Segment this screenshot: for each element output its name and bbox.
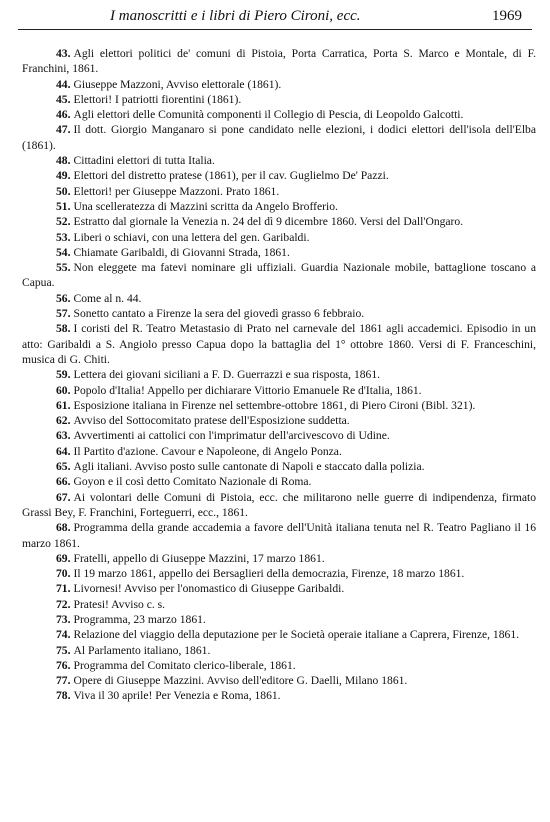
list-item bbox=[22, 566, 536, 581]
list-item bbox=[22, 643, 536, 658]
entry-text: Il 19 marzo 1861, appello dei Bersaglieri della democrazia, Firenze, 18 marzo 1861. bbox=[73, 567, 465, 581]
list-item bbox=[22, 428, 536, 443]
entry-text: Come al n. 44. bbox=[73, 291, 142, 305]
entry-number: 43. bbox=[56, 47, 71, 60]
list-item bbox=[22, 490, 536, 521]
list-item bbox=[22, 214, 536, 229]
entry-text: Agli italiani. Avviso posto sulle cantonate di Napoli e staccato dalla polizia. bbox=[73, 460, 425, 474]
entry-number: 73. bbox=[56, 612, 71, 626]
entry-number: 74. bbox=[56, 628, 71, 642]
entry-number: 55. bbox=[56, 261, 71, 275]
list-item bbox=[22, 184, 536, 199]
entry-number: 47. bbox=[56, 123, 71, 137]
list-item bbox=[22, 627, 536, 642]
entry-text: Chiamate Garibaldi, di Giovanni Strada, 1861. bbox=[73, 245, 290, 259]
entry-text: Goyon e il così detto Comitato Nazionale di Roma. bbox=[73, 475, 312, 489]
entry-number: 77. bbox=[56, 674, 71, 688]
entry-number: 48. bbox=[56, 154, 71, 168]
list-item bbox=[22, 520, 536, 551]
entry-text: Programma della grande accademia a favore dell'Unità italiana tenuta nel R. Teatro Pagliano il 16 marzo 1861. bbox=[22, 521, 536, 550]
entry-number: 59. bbox=[56, 368, 71, 382]
list-item bbox=[22, 321, 536, 367]
entry-text: I coristi del R. Teatro Metastasio di Prato nel carnevale del 1861 agli accademici. Episodio in un atto: Garibaldi a S. Angiolo presso Capua dopo la battaglia del 1° ottobre 1860. Versi di F. Franceschini, musica di G. Chiti. bbox=[22, 322, 536, 366]
list-item bbox=[22, 597, 536, 612]
entry-text: Avviso del Sottocomitato pratese dell'Esposizione suddetta. bbox=[73, 414, 350, 428]
entry-text: Una scelleratezza di Mazzini scritta da Angelo Brofferio. bbox=[73, 199, 338, 213]
entry-number: 65. bbox=[56, 460, 71, 474]
entry-text: Pratesi! Avviso c. s. bbox=[73, 597, 166, 611]
entry-number: 75. bbox=[56, 643, 71, 657]
entry-text: Al Parlamento italiano, 1861. bbox=[73, 643, 211, 657]
entry-text: Agli elettori politici de' comuni di Pistoia, Porta Carratica, Porta S. Marco e Montale, di F. Franchini, 1861. bbox=[22, 47, 536, 76]
list-item bbox=[22, 260, 536, 291]
list-item bbox=[22, 398, 536, 413]
list-item bbox=[22, 153, 536, 168]
list-item bbox=[22, 46, 536, 77]
entry-number: 46. bbox=[56, 108, 71, 122]
entry-number: 76. bbox=[56, 658, 71, 672]
entry-text: Relazione del viaggio della deputazione per le Società operaie italiane a Caprera, Firenze, 1861. bbox=[73, 628, 520, 642]
entry-number: 53. bbox=[56, 230, 71, 244]
list-item bbox=[22, 551, 536, 566]
entry-number: 72. bbox=[56, 597, 71, 611]
list-item bbox=[22, 383, 536, 398]
entry-text: Estratto dal giornale la Venezia n. 24 del dì 9 dicembre 1860. Versi del Dall'Ongaro. bbox=[73, 215, 464, 229]
entry-number: 70. bbox=[56, 567, 71, 581]
entry-number: 44. bbox=[56, 77, 71, 91]
list-item bbox=[22, 122, 536, 153]
list-item bbox=[22, 581, 536, 596]
entry-text: Programma del Comitato clerico-liberale, 1861. bbox=[73, 658, 296, 672]
entry-number: 49. bbox=[56, 169, 71, 183]
entry-text: Non eleggete ma fatevi nominare gli uffiziali. Guardia Nazionale mobile, battaglione toscano a Capua. bbox=[22, 261, 536, 290]
list-item bbox=[22, 612, 536, 627]
list-item bbox=[22, 77, 536, 92]
entry-number: 58. bbox=[56, 322, 71, 336]
entry-number: 62. bbox=[56, 414, 71, 428]
list-item bbox=[22, 245, 536, 260]
page-number: 1969 bbox=[492, 8, 522, 24]
entry-text: Esposizione italiana in Firenze nel settembre-ottobre 1861, di Piero Cironi (Bibl. 321). bbox=[73, 398, 476, 412]
list-item bbox=[22, 658, 536, 673]
entry-text: Il Partito d'azione. Cavour e Napoleone, di Angelo Ponza. bbox=[73, 444, 342, 458]
entry-text: Cittadini elettori di tutta Italia. bbox=[73, 154, 215, 168]
list-item bbox=[22, 444, 536, 459]
entry-number: 56. bbox=[56, 291, 71, 305]
list-item bbox=[22, 474, 536, 489]
running-title: I manoscritti e i libri di Piero Cironi, ecc. bbox=[110, 8, 361, 24]
entry-number: 50. bbox=[56, 184, 71, 198]
entry-number: 52. bbox=[56, 215, 71, 229]
entry-text: Elettori! per Giuseppe Mazzoni. Prato 1861. bbox=[73, 184, 280, 198]
entry-number: 68. bbox=[56, 521, 71, 535]
entry-text: Ai volontari delle Comuni di Pistoia, ecc. che militarono nelle guerre di indipendenza, firmato Grassi Bey, F. Franchini, Forteguerri, ecc., 1861. bbox=[22, 490, 536, 519]
list-item bbox=[22, 107, 536, 122]
entry-text: Avvertimenti ai cattolici con l'imprimatur dell'arcivescovo di Udine. bbox=[73, 429, 390, 443]
list-item bbox=[22, 291, 536, 306]
list-item bbox=[22, 459, 536, 474]
entry-number: 57. bbox=[56, 307, 71, 321]
entry-number: 69. bbox=[56, 551, 71, 565]
list-item bbox=[22, 413, 536, 428]
list-item bbox=[22, 199, 536, 214]
entry-text: Livornesi! Avviso per l'onomastico di Giuseppe Garibaldi. bbox=[73, 582, 345, 596]
list-item bbox=[22, 367, 536, 382]
entry-number: 60. bbox=[56, 383, 71, 397]
list-item bbox=[22, 168, 536, 183]
entry-number: 66. bbox=[56, 475, 71, 489]
entry-text: Viva il 30 aprile! Per Venezia e Roma, 1861. bbox=[73, 689, 281, 703]
entry-number: 54. bbox=[56, 245, 71, 259]
entry-number: 64. bbox=[56, 444, 71, 458]
entry-text: Elettori! I patriotti fiorentini (1861). bbox=[73, 92, 242, 106]
entry-text: Il dott. Giorgio Manganaro si pone candidato nelle elezioni, i dodici elettori dell'isola dell'Elba (1861). bbox=[22, 123, 536, 152]
entry-text: Liberi o schiavi, con una lettera del gen. Garibaldi. bbox=[73, 230, 310, 244]
entry-text: Lettera dei giovani siciliani a F. D. Guerrazzi e sua risposta, 1861. bbox=[73, 368, 381, 382]
list-item bbox=[22, 673, 536, 688]
entry-text: Popolo d'Italia! Appello per dichiarare Vittorio Emanuele Re d'Italia, 1861. bbox=[73, 383, 422, 397]
entry-list bbox=[22, 46, 536, 704]
entry-number: 61. bbox=[56, 398, 71, 412]
entry-text: Elettori del distretto pratese (1861), per il cav. Guglielmo De' Pazzi. bbox=[73, 169, 389, 183]
list-item bbox=[22, 688, 536, 703]
entry-number: 51. bbox=[56, 199, 71, 213]
list-item bbox=[22, 92, 536, 107]
entry-number: 71. bbox=[56, 582, 71, 596]
entry-text: Fratelli, appello di Giuseppe Mazzini, 17 marzo 1861. bbox=[73, 551, 325, 565]
entry-text: Agli elettori delle Comunità componenti il Collegio di Pescia, di Leopoldo Galcotti. bbox=[73, 108, 464, 122]
entry-text: Opere di Giuseppe Mazzini. Avviso dell'editore G. Daelli, Milano 1861. bbox=[73, 674, 408, 688]
entry-number: 67. bbox=[56, 490, 71, 504]
header-rule bbox=[18, 29, 532, 30]
entry-text: Programma, 23 marzo 1861. bbox=[73, 612, 206, 626]
entry-number: 63. bbox=[56, 429, 71, 443]
running-header bbox=[0, 6, 550, 28]
list-item bbox=[22, 230, 536, 245]
list-item bbox=[22, 306, 536, 321]
entry-text: Sonetto cantato a Firenze la sera del giovedì grasso 6 febbraio. bbox=[73, 307, 365, 321]
entry-number: 45. bbox=[56, 92, 71, 106]
entry-text: Giuseppe Mazzoni, Avviso elettorale (1861). bbox=[73, 77, 282, 91]
entry-number: 78. bbox=[56, 689, 71, 703]
